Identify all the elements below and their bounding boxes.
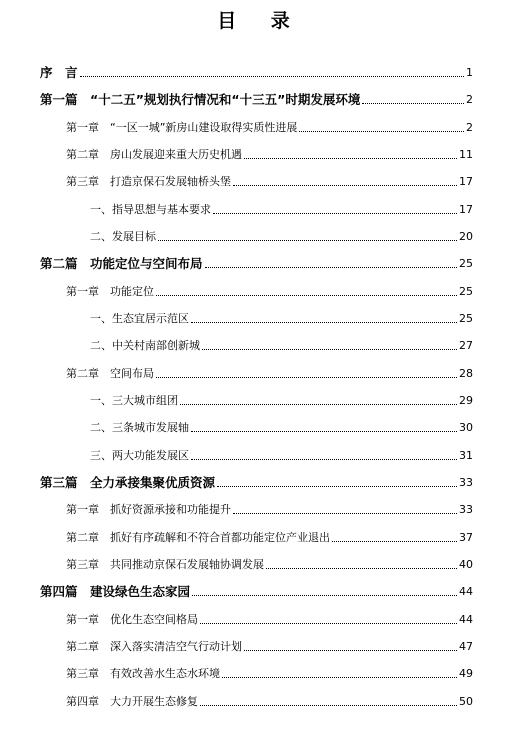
toc-page-number: 11 (459, 148, 473, 161)
toc-entry[interactable] (90, 230, 473, 244)
toc-entry[interactable] (66, 531, 473, 545)
toc-entry[interactable] (66, 695, 473, 709)
toc-entry-title: 第一章 抓好资源承接和功能提升 (66, 503, 231, 516)
toc-dot-leader (180, 404, 457, 405)
toc-entry[interactable] (66, 285, 473, 299)
toc-dot-leader (200, 705, 457, 706)
toc-entry-title: 二、三条城市发展轴 (90, 421, 189, 434)
toc-dot-leader (202, 349, 457, 350)
toc-dot-leader (156, 377, 457, 378)
toc-entry-title: 第四章 大力开展生态修复 (66, 695, 198, 708)
toc-entry-title: 第二章 抓好有序疏解和不符合首都功能定位产业退出 (66, 531, 330, 544)
toc-page-number: 44 (459, 585, 473, 598)
toc-page-number: 49 (459, 667, 473, 680)
toc-page-number: 40 (459, 558, 473, 571)
toc-dot-leader (205, 267, 457, 268)
toc-entry-title: 一、指导思想与基本要求 (90, 203, 211, 216)
toc-entry[interactable] (66, 367, 473, 381)
toc-page-number: 17 (459, 175, 473, 188)
toc-entry-title: 第二章 房山发展迎来重大历史机遇 (66, 148, 242, 161)
toc-entry-title: 第三篇 全力承接集聚优质资源 (40, 475, 216, 490)
toc-dot-leader (222, 677, 457, 678)
toc-page-number: 2 (466, 93, 473, 106)
toc-entry[interactable] (66, 175, 473, 189)
toc-dot-leader (158, 240, 457, 241)
toc-entry[interactable] (90, 449, 473, 463)
toc-page-number: 1 (466, 66, 473, 79)
toc-entry[interactable] (40, 257, 473, 271)
toc-page-number: 30 (459, 421, 473, 434)
toc-page-number: 47 (459, 640, 473, 653)
toc-page-number: 2 (466, 121, 473, 134)
toc-page-number: 33 (459, 503, 473, 516)
toc-entry[interactable] (90, 203, 473, 217)
toc-entry-title: 一、生态宜居示范区 (90, 312, 189, 325)
toc-entry-title: 第三章 共同推动京保石发展轴协调发展 (66, 558, 264, 571)
toc-entry-title: 序 言 (40, 65, 78, 80)
toc-page-number: 27 (459, 339, 473, 352)
toc-dot-leader (213, 213, 457, 214)
toc-dot-leader (80, 76, 464, 77)
toc-entry[interactable] (90, 421, 473, 435)
toc-entry[interactable] (66, 503, 473, 517)
toc-dot-leader (200, 623, 457, 624)
toc-page-number: 37 (459, 531, 473, 544)
toc-page-number: 25 (459, 285, 473, 298)
toc-entry-title: 一、三大城市组团 (90, 394, 178, 407)
toc-entry[interactable] (66, 121, 473, 135)
toc-dot-leader (332, 541, 457, 542)
toc-entry[interactable] (66, 640, 473, 654)
toc-entry-title: 第二篇 功能定位与空间布局 (40, 256, 203, 271)
toc-entry-title: 第一章 功能定位 (66, 285, 154, 298)
toc-entry[interactable] (40, 476, 473, 490)
toc-page-number: 25 (459, 257, 473, 270)
toc-page-number: 44 (459, 613, 473, 626)
toc-dot-leader (191, 459, 457, 460)
toc-page-number: 50 (459, 695, 473, 708)
toc-page-number: 28 (459, 367, 473, 380)
toc-entry-title: 第一章 优化生态空间格局 (66, 613, 198, 626)
toc-entry[interactable] (66, 148, 473, 162)
toc-entry[interactable] (40, 93, 473, 107)
toc-page-number: 20 (459, 230, 473, 243)
toc-dot-leader (244, 158, 457, 159)
toc-entry-title: 第二章 深入落实清洁空气行动计划 (66, 640, 242, 653)
toc-entry[interactable] (90, 312, 473, 326)
toc-dot-leader (233, 185, 457, 186)
toc-entry[interactable] (40, 66, 473, 80)
toc-entry-title: 第一篇 “十二五”规划执行情况和“十三五”时期发展环境 (40, 92, 361, 107)
toc-entry[interactable] (90, 339, 473, 353)
toc-dot-leader (191, 322, 457, 323)
toc-page-number: 29 (459, 394, 473, 407)
toc-dot-leader (192, 595, 457, 596)
toc-entry-title: 第二章 空间布局 (66, 367, 154, 380)
toc-entry-title: 二、中关村南部创新城 (90, 339, 200, 352)
toc-entry[interactable] (40, 585, 473, 599)
toc-page-number: 33 (459, 476, 473, 489)
toc-entry[interactable] (66, 613, 473, 627)
toc-page-number: 31 (459, 449, 473, 462)
toc-entry-title: 第四篇 建设绿色生态家园 (40, 584, 191, 599)
toc-entry-title: 三、两大功能发展区 (90, 449, 189, 462)
toc-dot-leader (233, 513, 457, 514)
toc-entry-title: 第一章 “一区一城”新房山建设取得实质性进展 (66, 121, 298, 134)
toc-page-number: 25 (459, 312, 473, 325)
toc-dot-leader (299, 131, 464, 132)
toc-entry-title: 第三章 打造京保石发展轴桥头堡 (66, 175, 231, 188)
toc-entry[interactable] (66, 667, 473, 681)
toc-entry-title: 二、发展目标 (90, 230, 156, 243)
toc-page-number: 17 (459, 203, 473, 216)
toc-entry[interactable] (90, 394, 473, 408)
toc-dot-leader (217, 486, 457, 487)
toc-dot-leader (191, 431, 457, 432)
page-title: 目 录 (217, 10, 304, 32)
toc-entry[interactable] (66, 558, 473, 572)
toc-dot-leader (244, 650, 457, 651)
toc-dot-leader (362, 103, 464, 104)
toc-entry-title: 第三章 有效改善水生态水环境 (66, 667, 220, 680)
toc-dot-leader (266, 568, 457, 569)
toc-dot-leader (156, 295, 457, 296)
